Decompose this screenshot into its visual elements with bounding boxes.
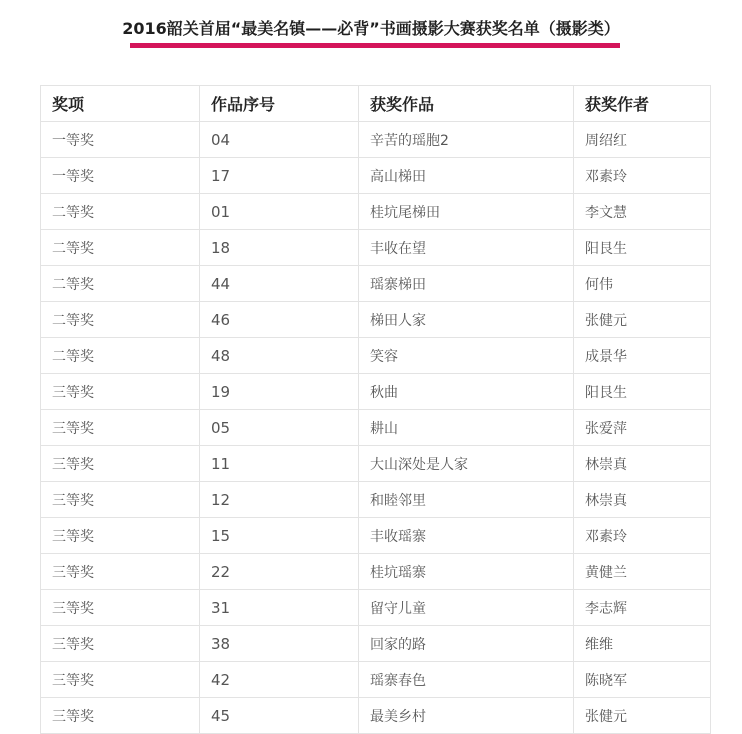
header-prize: 奖项 [41, 86, 200, 122]
work-cell: 瑶寨春色 [359, 662, 574, 698]
work-cell: 秋曲 [359, 374, 574, 410]
number-cell: 01 [200, 194, 359, 230]
work-cell: 瑶寨梯田 [359, 266, 574, 302]
table-row [41, 446, 711, 482]
work-cell: 辛苦的瑶胞2 [359, 122, 574, 158]
author-cell: 李文慧 [574, 194, 711, 230]
header-number: 作品序号 [200, 86, 359, 122]
table-row [41, 266, 711, 302]
number-cell: 22 [200, 554, 359, 590]
work-cell: 丰收瑶寨 [359, 518, 574, 554]
prize-cell: 三等奖 [41, 482, 200, 518]
prize-cell: 三等奖 [41, 626, 200, 662]
work-cell: 丰收在望 [359, 230, 574, 266]
number-cell: 18 [200, 230, 359, 266]
author-cell: 何伟 [574, 266, 711, 302]
number-cell: 04 [200, 122, 359, 158]
table-row [41, 410, 711, 446]
author-cell: 林崇真 [574, 446, 711, 482]
number-cell: 42 [200, 662, 359, 698]
author-cell: 林崇真 [574, 482, 711, 518]
author-cell: 张爱萍 [574, 410, 711, 446]
number-cell: 17 [200, 158, 359, 194]
prize-cell: 二等奖 [41, 302, 200, 338]
number-cell: 38 [200, 626, 359, 662]
author-cell: 周绍红 [574, 122, 711, 158]
table-row [41, 662, 711, 698]
author-cell: 李志辉 [574, 590, 711, 626]
author-cell: 成景华 [574, 338, 711, 374]
table-row [41, 194, 711, 230]
author-cell: 维维 [574, 626, 711, 662]
number-cell: 11 [200, 446, 359, 482]
prize-cell: 三等奖 [41, 662, 200, 698]
author-cell: 张健元 [574, 302, 711, 338]
number-cell: 15 [200, 518, 359, 554]
prize-cell: 三等奖 [41, 446, 200, 482]
work-cell: 留守儿童 [359, 590, 574, 626]
work-cell: 笑容 [359, 338, 574, 374]
work-cell: 和睦邻里 [359, 482, 574, 518]
prize-cell: 三等奖 [41, 698, 200, 734]
page-title: 2016韶关首届“最美名镇——必背”书画摄影大赛获奖名单（摄影类） [122, 19, 620, 38]
prize-cell: 二等奖 [41, 194, 200, 230]
title-underline [130, 43, 620, 48]
author-cell: 邓素玲 [574, 158, 711, 194]
prize-cell: 三等奖 [41, 374, 200, 410]
table-row [41, 554, 711, 590]
table-header-row [41, 86, 711, 122]
header-author: 获奖作者 [574, 86, 711, 122]
table-row [41, 302, 711, 338]
work-cell: 梯田人家 [359, 302, 574, 338]
work-cell: 桂坑瑶寨 [359, 554, 574, 590]
prize-cell: 三等奖 [41, 410, 200, 446]
author-cell: 陈晓军 [574, 662, 711, 698]
table-row [41, 698, 711, 734]
author-cell: 邓素玲 [574, 518, 711, 554]
prize-cell: 三等奖 [41, 518, 200, 554]
work-cell: 耕山 [359, 410, 574, 446]
number-cell: 44 [200, 266, 359, 302]
prize-cell: 二等奖 [41, 230, 200, 266]
work-cell: 回家的路 [359, 626, 574, 662]
author-cell: 阳艮生 [574, 374, 711, 410]
author-cell: 张健元 [574, 698, 711, 734]
number-cell: 31 [200, 590, 359, 626]
table-row [41, 338, 711, 374]
table-row [41, 158, 711, 194]
table-row [41, 230, 711, 266]
number-cell: 48 [200, 338, 359, 374]
number-cell: 46 [200, 302, 359, 338]
author-cell: 黄健兰 [574, 554, 711, 590]
table-row [41, 626, 711, 662]
work-cell: 最美乡村 [359, 698, 574, 734]
prize-cell: 一等奖 [41, 122, 200, 158]
prize-cell: 三等奖 [41, 554, 200, 590]
work-cell: 高山梯田 [359, 158, 574, 194]
table-row [41, 122, 711, 158]
number-cell: 12 [200, 482, 359, 518]
work-cell: 大山深处是人家 [359, 446, 574, 482]
header-work: 获奖作品 [359, 86, 574, 122]
prize-cell: 三等奖 [41, 590, 200, 626]
table-row [41, 590, 711, 626]
prize-cell: 二等奖 [41, 338, 200, 374]
number-cell: 19 [200, 374, 359, 410]
prize-cell: 二等奖 [41, 266, 200, 302]
number-cell: 45 [200, 698, 359, 734]
table-row [41, 374, 711, 410]
table-row [41, 518, 711, 554]
author-cell: 阳艮生 [574, 230, 711, 266]
work-cell: 桂坑尾梯田 [359, 194, 574, 230]
number-cell: 05 [200, 410, 359, 446]
table-row [41, 482, 711, 518]
prize-cell: 一等奖 [41, 158, 200, 194]
title-section [0, 0, 742, 60]
award-table [40, 85, 711, 734]
